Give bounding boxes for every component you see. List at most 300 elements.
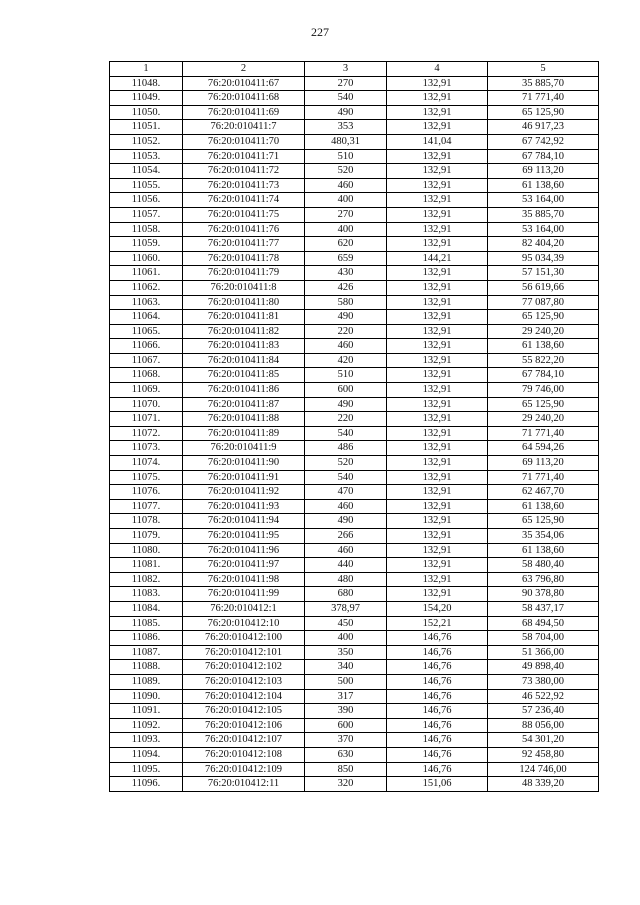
table-row (110, 76, 599, 91)
cadastral-number-cell: 76:20:010411:81 (183, 310, 305, 325)
area-cell: 270 (305, 207, 387, 222)
row-number-cell: 11090. (110, 689, 183, 704)
rate-cell: 132,91 (387, 456, 488, 471)
table-row (110, 412, 599, 427)
table-row (110, 105, 599, 120)
value-cell: 61 138,60 (488, 543, 599, 558)
column-header-4: 4 (387, 62, 488, 77)
rate-cell: 146,76 (387, 747, 488, 762)
rate-cell: 132,91 (387, 353, 488, 368)
cadastral-number-cell: 76:20:010412:105 (183, 704, 305, 719)
table-row (110, 601, 599, 616)
row-number-cell: 11091. (110, 704, 183, 719)
table-row (110, 149, 599, 164)
cadastral-number-cell: 76:20:010411:74 (183, 193, 305, 208)
rate-cell: 144,21 (387, 251, 488, 266)
rate-cell: 146,76 (387, 660, 488, 675)
table-row (110, 543, 599, 558)
value-cell: 58 704,00 (488, 631, 599, 646)
table-row (110, 587, 599, 602)
rate-cell: 132,91 (387, 222, 488, 237)
value-cell: 65 125,90 (488, 514, 599, 529)
cadastral-number-cell: 76:20:010411:72 (183, 164, 305, 179)
cadastral-number-cell: 76:20:010411:87 (183, 397, 305, 412)
cadastral-number-cell: 76:20:010411:86 (183, 383, 305, 398)
table-row (110, 660, 599, 675)
rate-cell: 146,76 (387, 704, 488, 719)
cadastral-number-cell: 76:20:010411:91 (183, 470, 305, 485)
area-cell: 400 (305, 193, 387, 208)
cadastral-number-cell: 76:20:010411:85 (183, 368, 305, 383)
area-cell: 850 (305, 762, 387, 777)
area-cell: 490 (305, 310, 387, 325)
value-cell: 61 138,60 (488, 499, 599, 514)
value-cell: 56 619,66 (488, 280, 599, 295)
table-row (110, 558, 599, 573)
area-cell: 520 (305, 456, 387, 471)
value-cell: 46 917,23 (488, 120, 599, 135)
cadastral-number-cell: 76:20:010411:88 (183, 412, 305, 427)
row-number-cell: 11078. (110, 514, 183, 529)
rate-cell: 146,76 (387, 645, 488, 660)
value-cell: 53 164,00 (488, 193, 599, 208)
area-cell: 540 (305, 426, 387, 441)
area-cell: 620 (305, 237, 387, 252)
value-cell: 73 380,00 (488, 674, 599, 689)
table-row (110, 280, 599, 295)
table-row (110, 134, 599, 149)
rate-cell: 146,76 (387, 689, 488, 704)
area-cell: 510 (305, 368, 387, 383)
rate-cell: 132,91 (387, 280, 488, 295)
rate-cell: 132,91 (387, 587, 488, 602)
value-cell: 95 034,39 (488, 251, 599, 266)
rate-cell: 132,91 (387, 295, 488, 310)
value-cell: 58 437,17 (488, 601, 599, 616)
rate-cell: 146,76 (387, 762, 488, 777)
table-row (110, 353, 599, 368)
table-row (110, 397, 599, 412)
table-row (110, 164, 599, 179)
table-row (110, 207, 599, 222)
cadastral-number-cell: 76:20:010411:67 (183, 76, 305, 91)
area-cell: 510 (305, 149, 387, 164)
rate-cell: 146,76 (387, 631, 488, 646)
rate-cell: 132,91 (387, 543, 488, 558)
area-cell: 680 (305, 587, 387, 602)
value-cell: 68 494,50 (488, 616, 599, 631)
table-row (110, 762, 599, 777)
cadastral-number-cell: 76:20:010411:93 (183, 499, 305, 514)
cadastral-number-cell: 76:20:010412:108 (183, 747, 305, 762)
area-cell: 470 (305, 485, 387, 500)
value-cell: 53 164,00 (488, 222, 599, 237)
row-number-cell: 11049. (110, 91, 183, 106)
table-header (110, 62, 599, 77)
table-row (110, 441, 599, 456)
cadastral-number-cell: 76:20:010411:89 (183, 426, 305, 441)
area-cell: 600 (305, 383, 387, 398)
row-number-cell: 11084. (110, 601, 183, 616)
rate-cell: 132,91 (387, 178, 488, 193)
rate-cell: 132,91 (387, 266, 488, 281)
value-cell: 79 746,00 (488, 383, 599, 398)
value-cell: 35 885,70 (488, 207, 599, 222)
row-number-cell: 11087. (110, 645, 183, 660)
table-row (110, 616, 599, 631)
area-cell: 460 (305, 499, 387, 514)
value-cell: 65 125,90 (488, 105, 599, 120)
area-cell: 400 (305, 222, 387, 237)
rate-cell: 132,91 (387, 76, 488, 91)
area-cell: 580 (305, 295, 387, 310)
cadastral-number-cell: 76:20:010412:101 (183, 645, 305, 660)
row-number-cell: 11057. (110, 207, 183, 222)
table-row (110, 193, 599, 208)
area-cell: 460 (305, 339, 387, 354)
rate-cell: 132,91 (387, 237, 488, 252)
value-cell: 57 236,40 (488, 704, 599, 719)
rate-cell: 132,91 (387, 339, 488, 354)
value-cell: 67 784,10 (488, 368, 599, 383)
area-cell: 440 (305, 558, 387, 573)
value-cell: 69 113,20 (488, 456, 599, 471)
cadastral-number-cell: 76:20:010412:103 (183, 674, 305, 689)
table-row (110, 514, 599, 529)
rate-cell: 132,91 (387, 558, 488, 573)
row-number-cell: 11051. (110, 120, 183, 135)
value-cell: 64 594,26 (488, 441, 599, 456)
area-cell: 500 (305, 674, 387, 689)
table-row (110, 485, 599, 500)
value-cell: 55 822,20 (488, 353, 599, 368)
cadastral-number-cell: 76:20:010412:100 (183, 631, 305, 646)
value-cell: 29 240,20 (488, 324, 599, 339)
row-number-cell: 11085. (110, 616, 183, 631)
area-cell: 490 (305, 397, 387, 412)
value-cell: 61 138,60 (488, 178, 599, 193)
value-cell: 65 125,90 (488, 397, 599, 412)
cadastral-number-cell: 76:20:010411:97 (183, 558, 305, 573)
cadastral-number-cell: 76:20:010412:102 (183, 660, 305, 675)
column-header-2: 2 (183, 62, 305, 77)
cadastral-number-cell: 76:20:010411:78 (183, 251, 305, 266)
row-number-cell: 11092. (110, 718, 183, 733)
cadastral-number-cell: 76:20:010411:96 (183, 543, 305, 558)
value-cell: 61 138,60 (488, 339, 599, 354)
value-cell: 77 087,80 (488, 295, 599, 310)
cadastral-number-cell: 76:20:010412:1 (183, 601, 305, 616)
rate-cell: 146,76 (387, 733, 488, 748)
table-row (110, 120, 599, 135)
value-cell: 57 151,30 (488, 266, 599, 281)
rate-cell: 132,91 (387, 368, 488, 383)
value-cell: 88 056,00 (488, 718, 599, 733)
column-header-5: 5 (488, 62, 599, 77)
value-cell: 51 366,00 (488, 645, 599, 660)
row-number-cell: 11094. (110, 747, 183, 762)
row-number-cell: 11048. (110, 76, 183, 91)
row-number-cell: 11055. (110, 178, 183, 193)
table-row (110, 645, 599, 660)
table-row (110, 718, 599, 733)
rate-cell: 132,91 (387, 91, 488, 106)
area-cell: 480,31 (305, 134, 387, 149)
area-cell: 350 (305, 645, 387, 660)
row-number-cell: 11093. (110, 733, 183, 748)
rate-cell: 132,91 (387, 383, 488, 398)
value-cell: 62 467,70 (488, 485, 599, 500)
cadastral-number-cell: 76:20:010411:76 (183, 222, 305, 237)
rate-cell: 132,91 (387, 426, 488, 441)
area-cell: 353 (305, 120, 387, 135)
row-number-cell: 11060. (110, 251, 183, 266)
value-cell: 46 522,92 (488, 689, 599, 704)
area-cell: 378,97 (305, 601, 387, 616)
area-cell: 450 (305, 616, 387, 631)
area-cell: 317 (305, 689, 387, 704)
row-number-cell: 11089. (110, 674, 183, 689)
cadastral-number-cell: 76:20:010411:71 (183, 149, 305, 164)
table-row (110, 251, 599, 266)
cadastral-number-cell: 76:20:010412:109 (183, 762, 305, 777)
row-number-cell: 11059. (110, 237, 183, 252)
table-row (110, 237, 599, 252)
rate-cell: 132,91 (387, 441, 488, 456)
cadastral-number-cell: 76:20:010411:7 (183, 120, 305, 135)
table-row (110, 470, 599, 485)
value-cell: 71 771,40 (488, 426, 599, 441)
row-number-cell: 11073. (110, 441, 183, 456)
rate-cell: 132,91 (387, 412, 488, 427)
area-cell: 420 (305, 353, 387, 368)
row-number-cell: 11058. (110, 222, 183, 237)
area-cell: 320 (305, 777, 387, 792)
row-number-cell: 11054. (110, 164, 183, 179)
rate-cell: 151,06 (387, 777, 488, 792)
cadastral-number-cell: 76:20:010411:75 (183, 207, 305, 222)
value-cell: 58 480,40 (488, 558, 599, 573)
row-number-cell: 11075. (110, 470, 183, 485)
cadastral-number-cell: 76:20:010411:70 (183, 134, 305, 149)
row-number-cell: 11052. (110, 134, 183, 149)
cadastral-number-cell: 76:20:010412:10 (183, 616, 305, 631)
cadastral-number-cell: 76:20:010411:77 (183, 237, 305, 252)
area-cell: 630 (305, 747, 387, 762)
table-row (110, 777, 599, 792)
row-number-cell: 11083. (110, 587, 183, 602)
table-row (110, 310, 599, 325)
table-row (110, 499, 599, 514)
row-number-cell: 11063. (110, 295, 183, 310)
table-row (110, 178, 599, 193)
cadastral-number-cell: 76:20:010412:11 (183, 777, 305, 792)
row-number-cell: 11071. (110, 412, 183, 427)
value-cell: 124 746,00 (488, 762, 599, 777)
area-cell: 486 (305, 441, 387, 456)
row-number-cell: 11086. (110, 631, 183, 646)
rate-cell: 132,91 (387, 572, 488, 587)
table-row (110, 368, 599, 383)
row-number-cell: 11069. (110, 383, 183, 398)
rate-cell: 132,91 (387, 470, 488, 485)
row-number-cell: 11056. (110, 193, 183, 208)
cadastral-number-cell: 76:20:010411:98 (183, 572, 305, 587)
cadastral-number-cell: 76:20:010411:69 (183, 105, 305, 120)
cadastral-number-cell: 76:20:010411:68 (183, 91, 305, 106)
value-cell: 65 125,90 (488, 310, 599, 325)
area-cell: 480 (305, 572, 387, 587)
rate-cell: 132,91 (387, 149, 488, 164)
cadastral-number-cell: 76:20:010412:104 (183, 689, 305, 704)
table-row (110, 295, 599, 310)
table-row (110, 266, 599, 281)
rate-cell: 152,21 (387, 616, 488, 631)
cadastral-number-cell: 76:20:010411:95 (183, 529, 305, 544)
area-cell: 540 (305, 91, 387, 106)
table-row (110, 529, 599, 544)
cadastral-number-cell: 76:20:010411:90 (183, 456, 305, 471)
rate-cell: 132,91 (387, 105, 488, 120)
row-number-cell: 11088. (110, 660, 183, 675)
cadastral-table (109, 61, 599, 792)
table-row (110, 222, 599, 237)
value-cell: 67 784,10 (488, 149, 599, 164)
table-row (110, 339, 599, 354)
cadastral-number-cell: 76:20:010411:80 (183, 295, 305, 310)
row-number-cell: 11068. (110, 368, 183, 383)
row-number-cell: 11077. (110, 499, 183, 514)
area-cell: 220 (305, 324, 387, 339)
row-number-cell: 11066. (110, 339, 183, 354)
cadastral-number-cell: 76:20:010411:99 (183, 587, 305, 602)
column-header-3: 3 (305, 62, 387, 77)
area-cell: 460 (305, 543, 387, 558)
row-number-cell: 11080. (110, 543, 183, 558)
area-cell: 490 (305, 514, 387, 529)
table-row (110, 631, 599, 646)
table-row (110, 383, 599, 398)
rate-cell: 154,20 (387, 601, 488, 616)
cadastral-number-cell: 76:20:010411:83 (183, 339, 305, 354)
rate-cell: 146,76 (387, 674, 488, 689)
row-number-cell: 11096. (110, 777, 183, 792)
row-number-cell: 11061. (110, 266, 183, 281)
rate-cell: 132,91 (387, 529, 488, 544)
area-cell: 460 (305, 178, 387, 193)
row-number-cell: 11050. (110, 105, 183, 120)
area-cell: 540 (305, 470, 387, 485)
value-cell: 35 354,06 (488, 529, 599, 544)
area-cell: 600 (305, 718, 387, 733)
column-header-1: 1 (110, 62, 183, 77)
value-cell: 67 742,92 (488, 134, 599, 149)
area-cell: 400 (305, 631, 387, 646)
cadastral-number-cell: 76:20:010411:94 (183, 514, 305, 529)
area-cell: 270 (305, 76, 387, 91)
value-cell: 71 771,40 (488, 91, 599, 106)
value-cell: 69 113,20 (488, 164, 599, 179)
table-row (110, 704, 599, 719)
value-cell: 49 898,40 (488, 660, 599, 675)
value-cell: 71 771,40 (488, 470, 599, 485)
rate-cell: 132,91 (387, 324, 488, 339)
row-number-cell: 11079. (110, 529, 183, 544)
row-number-cell: 11095. (110, 762, 183, 777)
table-row (110, 91, 599, 106)
table-row (110, 456, 599, 471)
area-cell: 430 (305, 266, 387, 281)
row-number-cell: 11062. (110, 280, 183, 295)
table-body (110, 76, 599, 791)
rate-cell: 132,91 (387, 499, 488, 514)
page-number: 227 (311, 25, 329, 39)
cadastral-number-cell: 76:20:010411:79 (183, 266, 305, 281)
rate-cell: 146,76 (387, 718, 488, 733)
row-number-cell: 11053. (110, 149, 183, 164)
rate-cell: 141,04 (387, 134, 488, 149)
row-number-cell: 11072. (110, 426, 183, 441)
table-row (110, 689, 599, 704)
value-cell: 48 339,20 (488, 777, 599, 792)
row-number-cell: 11065. (110, 324, 183, 339)
cadastral-number-cell: 76:20:010411:73 (183, 178, 305, 193)
area-cell: 220 (305, 412, 387, 427)
table-row (110, 572, 599, 587)
value-cell: 63 796,80 (488, 572, 599, 587)
value-cell: 35 885,70 (488, 76, 599, 91)
area-cell: 340 (305, 660, 387, 675)
value-cell: 92 458,80 (488, 747, 599, 762)
area-cell: 659 (305, 251, 387, 266)
row-number-cell: 11064. (110, 310, 183, 325)
cadastral-number-cell: 76:20:010411:84 (183, 353, 305, 368)
area-cell: 426 (305, 280, 387, 295)
cadastral-number-cell: 76:20:010411:9 (183, 441, 305, 456)
table-row (110, 747, 599, 762)
table-row (110, 324, 599, 339)
row-number-cell: 11082. (110, 572, 183, 587)
area-cell: 370 (305, 733, 387, 748)
row-number-cell: 11076. (110, 485, 183, 500)
rate-cell: 132,91 (387, 514, 488, 529)
row-number-cell: 11067. (110, 353, 183, 368)
value-cell: 90 378,80 (488, 587, 599, 602)
area-cell: 266 (305, 529, 387, 544)
value-cell: 29 240,20 (488, 412, 599, 427)
row-number-cell: 11081. (110, 558, 183, 573)
cadastral-number-cell: 76:20:010412:106 (183, 718, 305, 733)
row-number-cell: 11070. (110, 397, 183, 412)
cadastral-number-cell: 76:20:010412:107 (183, 733, 305, 748)
area-cell: 490 (305, 105, 387, 120)
rate-cell: 132,91 (387, 164, 488, 179)
table-row (110, 674, 599, 689)
area-cell: 520 (305, 164, 387, 179)
rate-cell: 132,91 (387, 485, 488, 500)
rate-cell: 132,91 (387, 310, 488, 325)
rate-cell: 132,91 (387, 207, 488, 222)
row-number-cell: 11074. (110, 456, 183, 471)
rate-cell: 132,91 (387, 193, 488, 208)
area-cell: 390 (305, 704, 387, 719)
rate-cell: 132,91 (387, 120, 488, 135)
table-row (110, 733, 599, 748)
cadastral-number-cell: 76:20:010411:82 (183, 324, 305, 339)
table-row (110, 426, 599, 441)
cadastral-number-cell: 76:20:010411:92 (183, 485, 305, 500)
header-row (110, 62, 599, 77)
